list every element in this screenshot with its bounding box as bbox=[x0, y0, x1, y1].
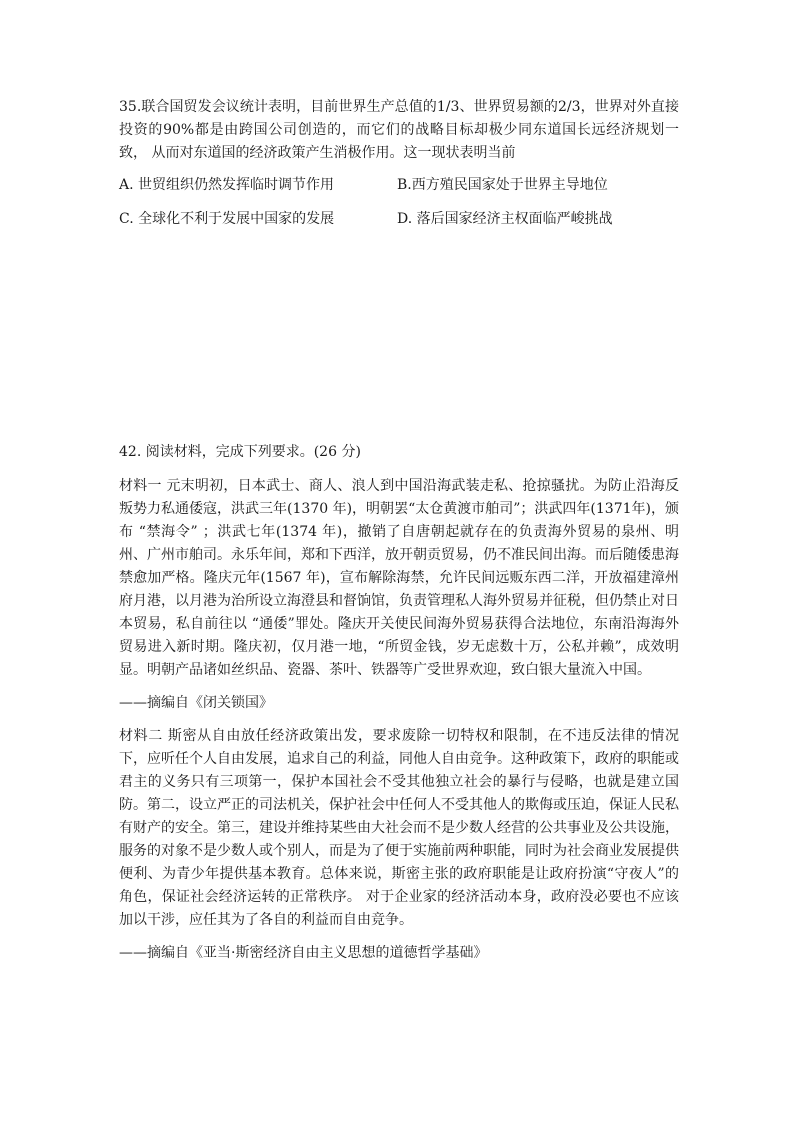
material-1: 材料一 元末明初，日本武士、商人、浪人到中国沿海武装走私、抢掠骚扰。为防止沿海反叛势力私通倭寇，洪武三年(1370 年)，明朝罢“太仓黄渡市舶司”；洪武四年(1371年)，颁布 “禁海令” ；洪武七年(1374 年)，撤销了自唐朝起就存在的负责海外贸易的泉州、明州、广州市舶司。永乐年间，郑和下西洋，放开朝贡贸易，仍不准民间出海。而后随倭患海禁愈加严格。隆庆元年(1567 年)，宣布解除海禁，允许民间远贩东西二洋，开放福建漳州府月港，以月港为治所设立海澄县和督饷馆，负责管理私人海外贸易并征税，但仍禁止对日本贸易，私自前往以 “通倭”罪处。隆庆开关使民间海外贸易获得合法地位，东南沿海海外贸易进入新时期。隆庆初，仅月港一地，“所贸金钱，岁无虑数十万，公私并赖”，成效明显。明朝产品诸如丝织品、瓷器、茶叶、铁器等广受世界欢迎，致白银大量流入中国。 bbox=[119, 478, 679, 678]
option-c: C. 全球化不利于发展中国家的发展 bbox=[119, 211, 335, 227]
option-b: B.西方殖民国家处于世界主导地位 bbox=[397, 177, 608, 193]
material-1-source: ——摘编自《闭关锁国》 bbox=[119, 695, 273, 711]
question-35 bbox=[119, 96, 679, 165]
material-2-source: ——摘编自《亚当·斯密经济自由主义思想的道德哲学基础》 bbox=[119, 945, 488, 961]
material-2: 材料二 斯密从自由放任经济政策出发，要求废除一切特权和限制，在不违反法律的情况 下，应听任个人自由发展，追求自己的利益，同他人自由竞争。这种政策下，政府的职能或君主的义务只有三项第一，保护本国社会不受其他独立社会的暴行与侵略，也就是建立国防。第二，设立严正的司法机关，保护社会中任何人不受其他人的欺侮或压迫，保证人民私有财产的安全。第三，建设并维持某些由大社会而不是少数人经营的公共事业及公共设施，服务的对象不是少数人或个别人，而是为了便于实施前两种职能，同时为社会商业发展提供便利、为青少年提供基本教育。总体来说，斯密主张的政府职能是让政府扮演“守夜人”的角色，保证社会经济运转的正常秩序。 对于企业家的经济活动本身，政府没必要也不应该加以干涉，应任其为了各自的利益而自由竞争。 bbox=[119, 728, 679, 928]
option-a: A. 世贸组织仍然发挥临时调节作用 bbox=[119, 177, 335, 193]
question-42 bbox=[119, 441, 679, 975]
question-35-stem: 35.联合国贸发会议统计表明，目前世界生产总值的1/3、世界贸易额的2/3，世界对外直接投资的90%都是由跨国公司创造的，而它们的战略目标却极少同东道国长远经济规划一致， 从而对东道国的经济政策产生消极作用。这一现状表明当前 bbox=[119, 99, 679, 161]
option-d: D. 落后国家经济主权面临严峻挑战 bbox=[397, 211, 613, 227]
question-42-heading: 42. 阅读材料，完成下列要求。(26 分) bbox=[119, 444, 361, 460]
